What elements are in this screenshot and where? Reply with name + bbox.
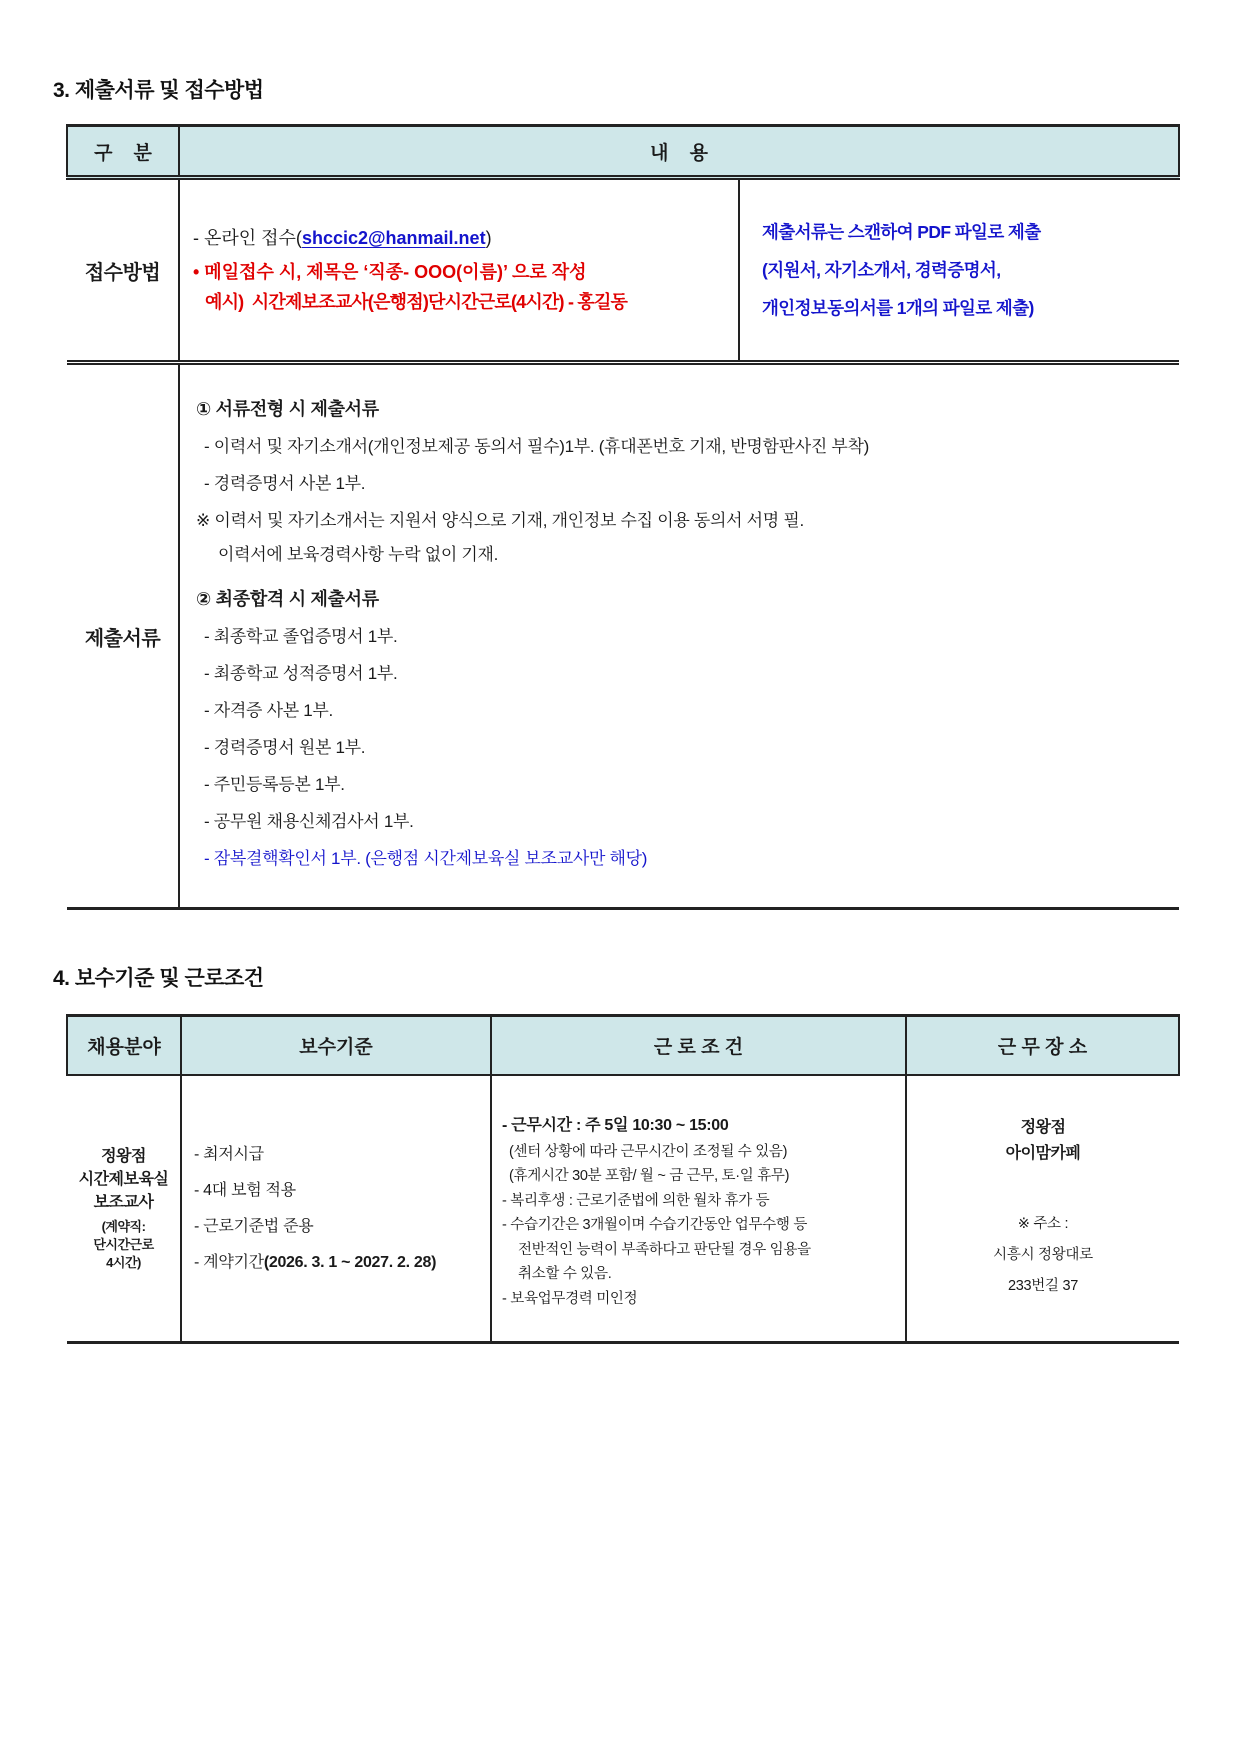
address-line: 시흥시 정왕대로 (993, 1247, 1093, 1263)
submission-table-header-row (67, 126, 1179, 178)
header-cell-content: 내 용 (179, 126, 1179, 178)
application-method-cell (179, 178, 739, 363)
stage2-item: - 공무원 채용신체검사서 1부. (204, 812, 414, 831)
header-cell-work-conditions: 근 로 조 건 (491, 1016, 906, 1076)
header-cell-recruit-field: 채용분야 (67, 1016, 181, 1076)
section-3-title: 3. 제출서류 및 접수방법 (53, 79, 264, 102)
pdf-submission-note-cell (739, 178, 1179, 363)
condition-line: 전반적인 능력이 부족하다고 판단될 경우 임용을 (518, 1241, 811, 1258)
header-cell-pay-standard: 보수기준 (181, 1016, 491, 1076)
pay-standard-cell (181, 1075, 491, 1343)
pay-item: - 4대 보험 적용 (194, 1181, 296, 1199)
work-place-name: 아이맘카페 (1005, 1145, 1081, 1162)
pay-item: - 근로기준법 준용 (194, 1217, 314, 1235)
condition-line: - 복리후생 : 근로기준법에 의한 월차 휴가 등 (502, 1192, 770, 1209)
stage1-item: - 경력증명서 사본 1부. (204, 474, 366, 493)
address-label: ※ 주소 : (1017, 1216, 1069, 1232)
stage1-note-continued: 이력서에 보육경력사항 누락 없이 기재. (218, 545, 499, 564)
application-method-row (67, 178, 1179, 363)
condition-line: - 수습기간은 3개월이며 수습기간동안 업무수행 등 (502, 1217, 808, 1234)
email-link[interactable]: shccic2@hanmail.net (301, 228, 486, 248)
row-label-application-method: 접수방법 (67, 178, 179, 363)
condition-line: - 보육업무경력 미인정 (502, 1290, 638, 1307)
work-hours-line: - 근무시간 : 주 5일 10:30 ~ 15:00 (502, 1116, 729, 1134)
condition-line: (휴게시간 30분 포함/ 월 ~ 금 근무, 토·일 휴무) (509, 1168, 790, 1185)
work-place-cell (906, 1075, 1179, 1343)
pay-item-contract-period (194, 1245, 489, 1281)
pdf-note-line: (지원서, 자기소개서, 경력증명서, (762, 260, 1001, 280)
contract-period-label: - 계약기간 (194, 1253, 264, 1271)
stage2-item: - 최종학교 졸업증명서 1부. (204, 627, 398, 646)
recruit-field-line: 정왕점 (101, 1148, 146, 1165)
conditions-table-body-row (67, 1075, 1179, 1343)
condition-line: (센터 상황에 따라 근무시간이 조정될 수 있음) (509, 1143, 788, 1160)
online-apply-suffix: ) (485, 228, 492, 248)
email-subject-note: • 메일접수 시, 제목은 ‘직종- OOO(이름)’ 으로 작성 (193, 262, 587, 282)
stage2-item: - 주민등록등본 1부. (204, 775, 345, 794)
pdf-note-line: 제출서류는 스캔하여 PDF 파일로 제출 (762, 222, 1041, 242)
email-subject-example: 예시) 시간제보조교사(은행점)단시간근로(4시간) - 홍길동 (205, 292, 628, 312)
conditions-table-header-row (67, 1016, 1179, 1076)
stage2-item: - 최종학교 성적증명서 1부. (204, 664, 398, 683)
recruit-field-subline: (계약직: (101, 1219, 146, 1234)
stage2-item: - 경력증명서 원본 1부. (204, 738, 366, 757)
submission-method-table (66, 124, 1180, 910)
stage1-title: ① 서류전형 시 제출서류 (196, 399, 379, 419)
pay-item: - 최저시급 (194, 1145, 264, 1163)
section-4-title: 4. 보수기준 및 근로조건 (53, 967, 264, 990)
documents-list-cell (179, 363, 1179, 909)
work-conditions-cell (491, 1075, 906, 1343)
header-cell-category: 구 분 (67, 126, 179, 178)
pay-and-conditions-table (66, 1014, 1180, 1344)
stage1-item: - 이력서 및 자기소개서(개인정보제공 동의서 필수)1부. (휴대폰번호 기재, 반명함판사진 부착) (204, 437, 870, 456)
recruit-field-subline: 4시간) (106, 1255, 141, 1270)
contract-period-dates: (2026. 3. 1 ~ 2027. 2. 28) (263, 1253, 437, 1271)
submission-documents-row (67, 363, 1179, 909)
address-line: 233번길 37 (1008, 1278, 1078, 1294)
recruit-field-line: 보조교사 (93, 1194, 154, 1211)
condition-line: 취소할 수 있음. (518, 1266, 612, 1283)
spacer (908, 1167, 1178, 1209)
stage1-note: ※ 이력서 및 자기소개서는 지원서 양식으로 기재, 개인정보 수집 이용 동의서 서명 필. (196, 511, 804, 530)
recruit-field-line: 시간제보육실 (78, 1171, 169, 1188)
pdf-note-line: 개인정보동의서를 1개의 파일로 제출) (762, 298, 1034, 318)
stage2-title: ② 최종합격 시 제출서류 (196, 589, 379, 609)
stage2-item-tb-certificate: - 잠복결핵확인서 1부. (은행점 시간제보육실 보조교사만 해당) (204, 849, 648, 868)
row-label-documents: 제출서류 (84, 627, 161, 650)
stage2-item: - 자격증 사본 1부. (204, 701, 333, 720)
header-cell-work-place: 근 무 장 소 (906, 1016, 1179, 1076)
recruit-field-cell (67, 1075, 181, 1343)
online-application-line (193, 223, 732, 253)
recruit-field-subline: 단시간근로 (93, 1237, 154, 1252)
work-place-name: 정왕점 (1020, 1119, 1066, 1136)
online-apply-prefix: - 온라인 접수( (193, 228, 302, 248)
